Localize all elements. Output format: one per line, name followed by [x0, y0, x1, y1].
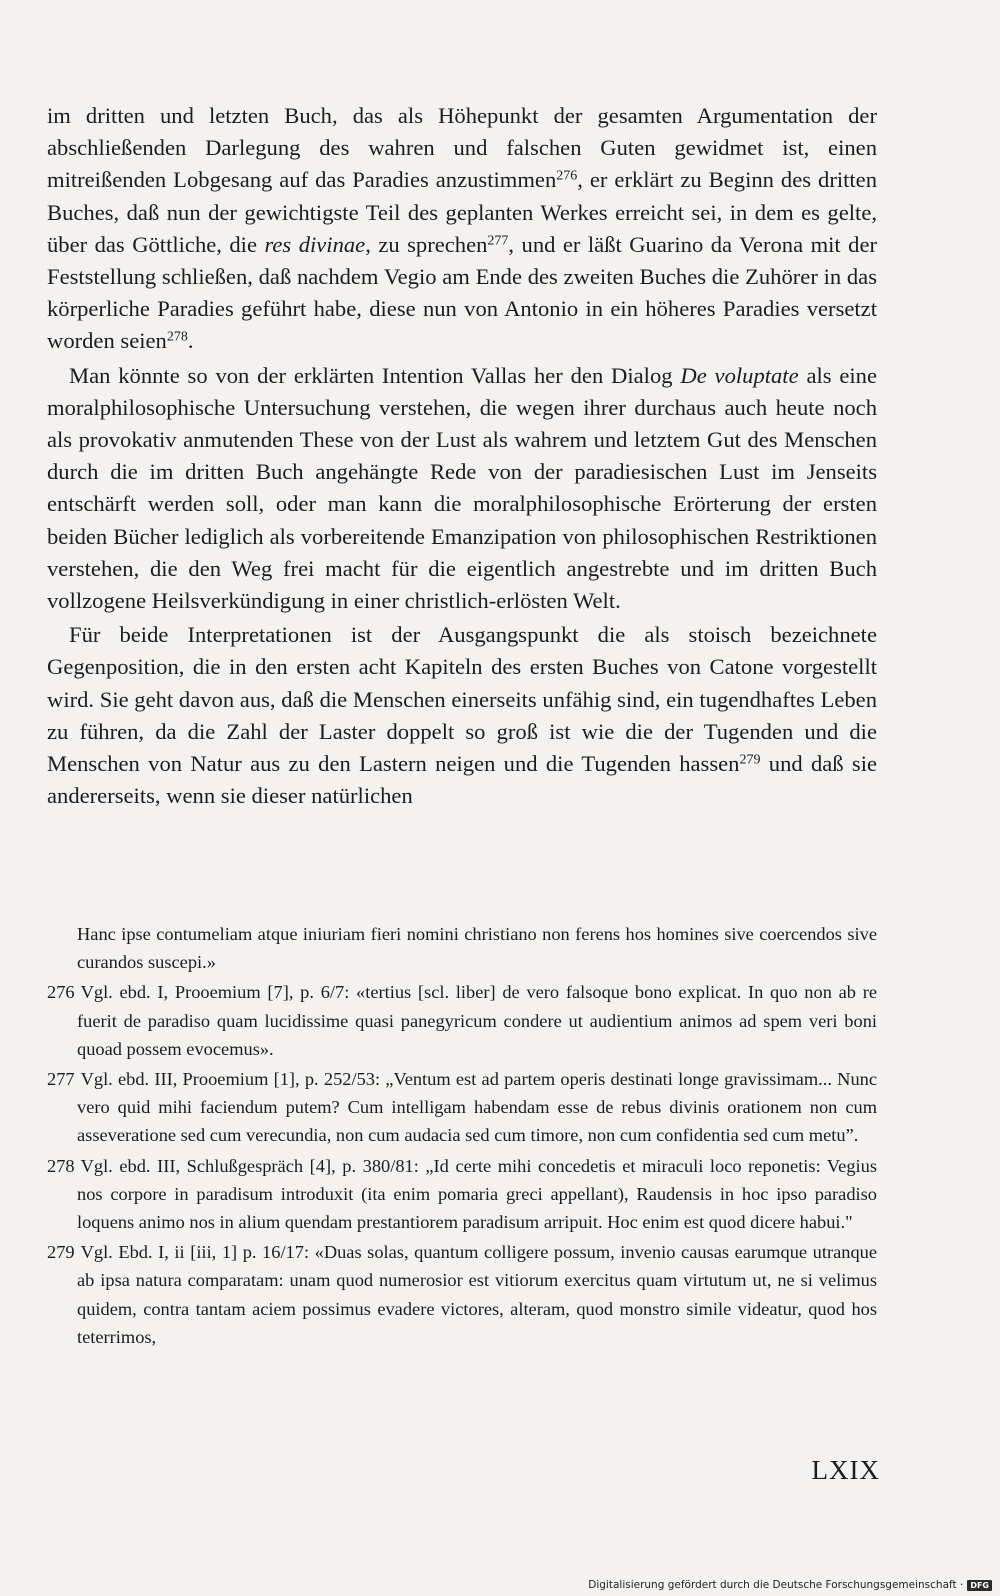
footnote-277: [47, 1065, 877, 1150]
footnote-text: Vgl. Ebd. I, ii [iii, 1] p. 16/17: «Duas solas, quantum colligere possum, invenio causas earumque utranque ab ipsa natura comparatam: unam quod numerosior est vitiorum exercitus quam virtutum ut, ne si velimus quidem, contra tantam aciem possimus evadere victores, alteram, quod monstro simile videatur, quod hos teterrimos,: [77, 1242, 877, 1347]
text-run: und daß sie andererseits, wenn sie dieser natürlichen: [47, 751, 877, 809]
footer-text: Digitalisierung gefördert durch die Deutsche Forschungsgemeinschaft ·: [588, 1579, 964, 1591]
footnotes: [47, 920, 877, 1351]
footnote-text: Vgl. ebd. III, Prooemium [1], p. 252/53: „Ventum est ad partem operis destinati longe gravissimam... Nunc vero quid mihi faciendum putem? Cum intelligam habendam esse de rebus divinis orationem non cum asseveratione sed cum verecundia, non cum audacia sed cum timore, non cum confidentia sed cum metu”.: [77, 1069, 877, 1146]
text-run: , zu sprechen: [365, 231, 488, 257]
text-run: , und er läßt Guarino da Verona mit der Feststellung schließen, daß nachdem Vegio am Ende des zweiten Buches die Zuhörer in das körperliche Paradies geführt habe, diese nun von Antonio in ein höheres Paradies versetzt worden seien: [47, 231, 878, 354]
text-run: Man könnte so von der erklärten Intention Vallas her den Dialog: [69, 362, 681, 388]
paragraph-1: [47, 100, 877, 358]
text-run: , er erklärt zu Beginn des dritten Buches, daß nun der gewichtigste Teil des geplanten Werkes erreicht sei, in dem es gelte, über das Göttliche, die: [47, 167, 878, 257]
text-run: Für beide Interpretationen ist der Ausgangspunkt die als stoisch bezeichnete Gegenposition, die in den ersten acht Kapiteln des ersten Buches von Catone vorgestellt wird. Sie geht davon aus, daß die Menschen einerseits unfähig sind, ein tugendhaftes Leben zu führen, da die Zahl der Laster doppelt so groß ist wie die der Tugenden und die Menschen von Natur aus zu den Lastern neigen und die Tugenden hassen: [47, 622, 877, 777]
footnote-ref-279: 279: [739, 752, 761, 768]
footnote-number: 279: [47, 1242, 75, 1263]
footnote-text: Vgl. ebd. I, Prooemium [7], p. 6/7: «tertius [scl. liber] de vero falsoque bono explicat. In quo non ab re fuerit de paradiso quam lucidissime quasi panegyricum condere ut audientium animos ad spem veri boni quoad possem evocemus».: [77, 982, 877, 1059]
footnote-number: 277: [47, 1069, 75, 1090]
footnote-ref-277: 277: [487, 233, 509, 249]
main-text: [47, 100, 877, 812]
page-number: LXIX: [811, 1455, 880, 1485]
footnote-279: [47, 1238, 877, 1351]
text-run: als eine moralphilosophische Untersuchung verstehen, die wegen ihrer durchaus auch heute noch als provokativ anmutenden These von der Lust als wahrem und letztem Gut des Menschen durch die im dritten Buch angehängte Rede von der paradiesischen Lust im Jenseits entschärft werden soll, oder man kann die moralphilosophische Erörterung der ersten beiden Bücher lediglich als vorbereitende Emanzipation von philosophischen Restriktionen verstehen, die den Weg frei macht für die eigentlich angestrebte und im dritten Buch vollzogene Heilsverkündigung in einer christlich-erlösten Welt.: [47, 362, 877, 614]
italic-title: De voluptate: [680, 362, 799, 388]
footnote-278: [47, 1152, 877, 1237]
dfg-logo: DFG: [967, 1580, 992, 1591]
footnote-ref-276: 276: [556, 168, 578, 184]
footnote-number: 278: [47, 1155, 75, 1176]
paragraph-2: [47, 360, 877, 618]
paragraph-3: [47, 619, 877, 812]
footnote-276: [47, 978, 877, 1063]
italic-term: res divinae: [264, 231, 366, 257]
footnote-number: 276: [47, 982, 75, 1003]
footnote-continuation: Hanc ipse contumeliam atque iniuriam fieri nomini christiano non ferens hos homines sive coercendos sive curandos suscepi.»: [77, 924, 877, 973]
text-run: .: [187, 328, 194, 354]
text-run: im dritten und letzten Buch, das als Höhepunkt der gesamten Argumentation der abschließenden Darlegung des wahren und falschen Guten gewidmet ist, einen mitreißenden Lobgesang auf das Paradies anzustimmen: [47, 103, 877, 193]
footnote-ref-278: 278: [166, 329, 188, 345]
digitization-footer: [588, 1579, 992, 1591]
footnote-text: Vgl. ebd. III, Schlußgespräch [4], p. 380/81: „Id certe mihi concedetis et miraculi loco reponetis: Vegius nos corpore in paradisum introduxit (ita enim pomaria greci appellant), Raudensis in hoc ipso paradiso loquens animo nos in alium quendam prestantiorem paradisum arripuit. Hoc enim est quod dicere habui.": [77, 1155, 877, 1233]
